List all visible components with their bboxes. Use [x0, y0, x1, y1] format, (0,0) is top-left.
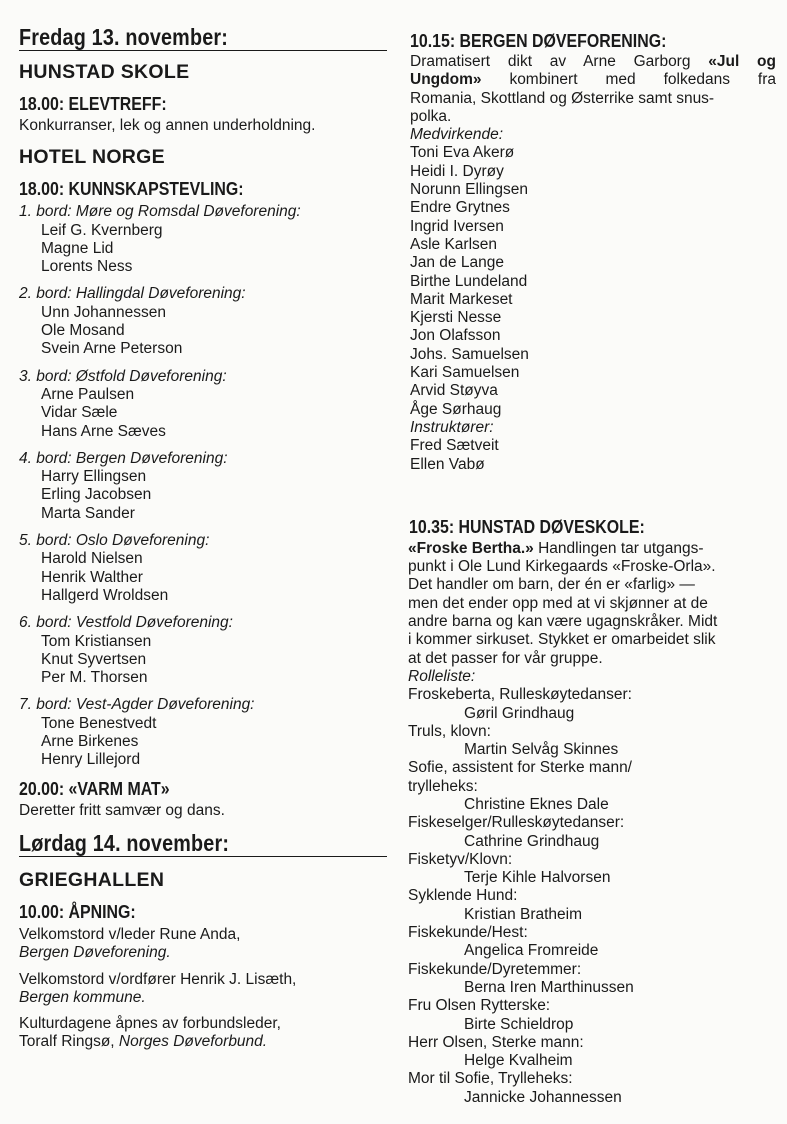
table-label: 2. bord: Hallingdal Døveforening: — [19, 285, 246, 303]
cast-role: Syklende Hund: — [408, 887, 518, 905]
opening-text: Kulturdagene åpnes av forbundsleder, — [19, 1015, 281, 1033]
play-title: «Froske Bertha.» — [408, 539, 534, 557]
desc-line: Det handler om barn, der én er «farlig» — — [408, 576, 695, 594]
event-text-varm-mat: Deretter fritt samvær og dans. — [19, 801, 225, 819]
member-name: Leif G. Kvernberg — [41, 221, 163, 239]
participant-name: Johs. Samuelsen — [410, 345, 529, 363]
venue-hunstad-skole: HUNSTAD SKOLE — [19, 61, 190, 83]
member-name: Henrik Walther — [41, 568, 143, 586]
table-label: 7. bord: Vest-Agder Døveforening: — [19, 696, 255, 714]
cast-role: Truls, klovn: — [408, 722, 491, 740]
desc-line: Handlingen tar utgangs- — [533, 539, 704, 557]
cast-role: Fru Olsen Rytterske: — [408, 997, 551, 1015]
cast-entry — [408, 814, 776, 851]
cast-actor: Kristian Bratheim — [464, 905, 583, 923]
desc-line — [410, 108, 776, 126]
cast-list — [408, 686, 776, 1107]
member-name: Marta Sander — [41, 504, 135, 522]
quiz-table-group — [19, 450, 387, 523]
participants-list — [410, 144, 776, 418]
cast-entry — [408, 1070, 776, 1107]
opening-org: Norges Døveforbund. — [118, 1033, 268, 1051]
event-text-elevtreff: Konkurranser, lek og annen underholdning. — [19, 117, 316, 134]
desc-bold: «Jul og — [708, 53, 776, 70]
cast-role: Fisketyv/Klovn: — [408, 850, 513, 868]
cast-entry — [408, 924, 776, 961]
right-column — [410, 0, 776, 1107]
cast-role: Sofie, assistent for Sterke mann/ — [408, 759, 632, 777]
cast-entry — [408, 961, 776, 998]
desc-line: punkt i Ole Lund Kirkegaards «Froske-Orla». — [408, 558, 716, 576]
desc-line: i kommer sirkuset. Stykket er omarbeidet slik — [408, 631, 716, 649]
quiz-table-group — [19, 285, 387, 358]
participant-name: Heidi I. Dyrøy — [410, 162, 504, 180]
desc-line: andre barna og kan være ugagnskråker. Midt — [408, 613, 718, 631]
event-title-hunstad-doveskole: 10.35: HUNSTAD DØVESKOLE: — [409, 515, 645, 537]
table-label: 5. bord: Oslo Døveforening: — [19, 532, 210, 550]
instructors-list — [410, 437, 776, 474]
opening-text: Velkomstord v/leder Rune Anda, — [19, 925, 241, 943]
member-name: Hans Arne Sæves — [41, 422, 166, 440]
member-name: Svein Arne Peterson — [41, 340, 183, 358]
participant-name: Birthe Lundeland — [410, 272, 528, 290]
participant-name: Jan de Lange — [410, 254, 504, 272]
participant-name: Toni Eva Akerø — [410, 144, 515, 162]
participant-name: Norunn Ellingsen — [410, 181, 529, 199]
participant-name: Endre Grytnes — [410, 199, 510, 217]
quiz-table-group — [19, 614, 387, 687]
cast-actor: Jannicke Johannessen — [464, 1088, 622, 1106]
instructor-name: Ellen Vabø — [410, 455, 485, 473]
cast-entry — [408, 1034, 776, 1071]
opening-paragraph-3 — [19, 1015, 387, 1052]
participant-name: Jon Olafsson — [410, 327, 501, 345]
cast-actor: Martin Selvåg Skinnes — [464, 741, 619, 759]
cast-role: trylleheks: — [408, 777, 478, 795]
member-name: Magne Lid — [41, 239, 114, 257]
cast-role: Froskeberta, Rulleskøytedanser: — [408, 686, 632, 704]
bergen-description — [410, 53, 776, 126]
member-name: Lorents Ness — [41, 258, 133, 276]
desc-line — [410, 53, 776, 71]
desc-text: Dramatisert dikt av Arne Garborg — [410, 53, 709, 70]
cast-role: Fiskeselger/Rulleskøytedanser: — [408, 814, 625, 832]
day-heading-friday: Fredag 13. november: — [19, 24, 229, 50]
desc-line — [410, 71, 776, 89]
cast-role: Herr Olsen, Sterke mann: — [408, 1033, 584, 1051]
member-name: Unn Johannessen — [41, 303, 166, 321]
participant-name: Arvid Støyva — [410, 382, 498, 400]
participant-name: Kjersti Nesse — [410, 309, 502, 327]
saturday-heading-block — [19, 830, 387, 857]
member-name: Ole Mosand — [41, 322, 125, 340]
member-name: Arne Paulsen — [41, 385, 135, 403]
cast-entry — [408, 851, 776, 888]
quiz-tables — [19, 203, 387, 769]
cast-entry — [408, 887, 776, 924]
quiz-table-group — [19, 696, 387, 769]
table-members — [19, 222, 387, 277]
table-label: 1. bord: Møre og Romsdal Døveforening: — [19, 203, 301, 221]
desc-bold: Ungdom» — [410, 71, 482, 89]
cast-entry — [408, 723, 776, 760]
table-members — [19, 386, 387, 441]
cast-entry — [408, 997, 776, 1034]
participant-name: Åge Sørhaug — [410, 400, 502, 418]
cast-role: Fiskekunde/Dyretemmer: — [408, 960, 582, 978]
cast-actor: Birte Schieldrop — [464, 1015, 574, 1033]
desc-line: at det passer for vår gruppe. — [408, 649, 603, 667]
desc-line: men det ender opp med at vi skjønner at de — [408, 594, 708, 612]
event-title-elevtreff: 18.00: ELEVTREFF: — [19, 93, 167, 114]
cast-actor: Berna Iren Marthinussen — [464, 978, 634, 996]
quiz-table-group — [19, 532, 387, 605]
cast-label: Rolleliste: — [408, 667, 476, 685]
table-members — [19, 633, 387, 688]
table-members — [19, 715, 387, 770]
participant-name: Kari Samuelsen — [410, 364, 520, 382]
table-label: 6. bord: Vestfold Døveforening: — [19, 614, 233, 632]
cast-actor: Cathrine Grindhaug — [464, 832, 600, 850]
member-name: Harold Nielsen — [41, 550, 143, 568]
table-members — [19, 550, 387, 605]
event-title-bergen-doveforening: 10.15: BERGEN DØVEFORENING: — [410, 30, 667, 51]
member-name: Tone Benestvedt — [41, 714, 157, 732]
friday-heading-block — [19, 24, 387, 51]
instructors-label: Instruktører: — [410, 418, 494, 436]
event-title-kunnskapstevling: 18.00: KUNNSKAPSTEVLING: — [19, 178, 244, 200]
member-name: Erling Jacobsen — [41, 486, 152, 504]
day-heading-saturday: Lørdag 14. november: — [19, 829, 230, 856]
opening-text-2 — [19, 1033, 387, 1051]
cast-entry — [408, 686, 776, 723]
cast-entry — [408, 759, 776, 814]
cast-actor: Christine Eknes Dale — [464, 795, 609, 813]
member-name: Tom Kristiansen — [41, 632, 152, 650]
member-name: Harry Ellingsen — [41, 468, 147, 486]
table-members — [19, 304, 387, 359]
desc-line — [410, 90, 776, 108]
event-title-varm-mat: 20.00: «VARM MAT» — [19, 777, 170, 799]
cast-role: Fiskekunde/Hest: — [408, 924, 528, 942]
cast-actor: Gøril Grindhaug — [464, 704, 575, 722]
participant-name: Ingrid Iversen — [410, 217, 504, 235]
cast-actor: Terje Kihle Halvorsen — [464, 869, 611, 887]
member-name: Hallgerd Wroldsen — [41, 586, 169, 604]
cast-actor: Angelica Fromreide — [464, 942, 599, 960]
member-name: Henry Lillejord — [41, 751, 141, 769]
opening-text: Velkomstord v/ordfører Henrik J. Lisæth, — [19, 970, 297, 988]
desc-text: kombinert med folkedans fra — [481, 71, 776, 89]
participants-label: Medvirkende: — [410, 126, 504, 144]
venue-grieghallen: GRIEGHALLEN — [19, 868, 165, 891]
member-name: Knut Syvertsen — [41, 650, 147, 668]
opening-speaker: Toralf Ringsø, — [19, 1033, 119, 1051]
opening-org: Bergen kommune. — [19, 988, 146, 1006]
opening-paragraph-1 — [19, 926, 387, 963]
opening-org: Bergen Døveforening. — [19, 944, 171, 962]
table-members — [19, 468, 387, 523]
left-column — [19, 0, 387, 1052]
desc-text: Romania, Skottland og Østerrike samt snus- — [410, 89, 715, 107]
quiz-table-group — [19, 203, 387, 276]
event-title-apning: 10.00: ÅPNING: — [19, 900, 136, 922]
table-label: 4. bord: Bergen Døveforening: — [19, 449, 228, 467]
instructor-name: Fred Sætveit — [410, 437, 499, 455]
venue-hotel-norge: HOTEL NORGE — [19, 146, 165, 169]
hunstad-description — [408, 540, 776, 668]
participant-name: Marit Markeset — [410, 290, 513, 308]
cast-actor: Helge Kvalheim — [464, 1052, 573, 1070]
member-name: Arne Birkenes — [41, 733, 139, 751]
member-name: Per M. Thorsen — [41, 669, 148, 687]
member-name: Vidar Sæle — [41, 404, 118, 422]
opening-paragraph-2 — [19, 971, 387, 1008]
quiz-table-group — [19, 368, 387, 441]
participant-name: Asle Karlsen — [410, 235, 498, 253]
cast-role: Mor til Sofie, Trylleheks: — [408, 1070, 573, 1088]
desc-text: polka. — [410, 107, 452, 125]
table-label: 3. bord: Østfold Døveforening: — [19, 367, 227, 385]
